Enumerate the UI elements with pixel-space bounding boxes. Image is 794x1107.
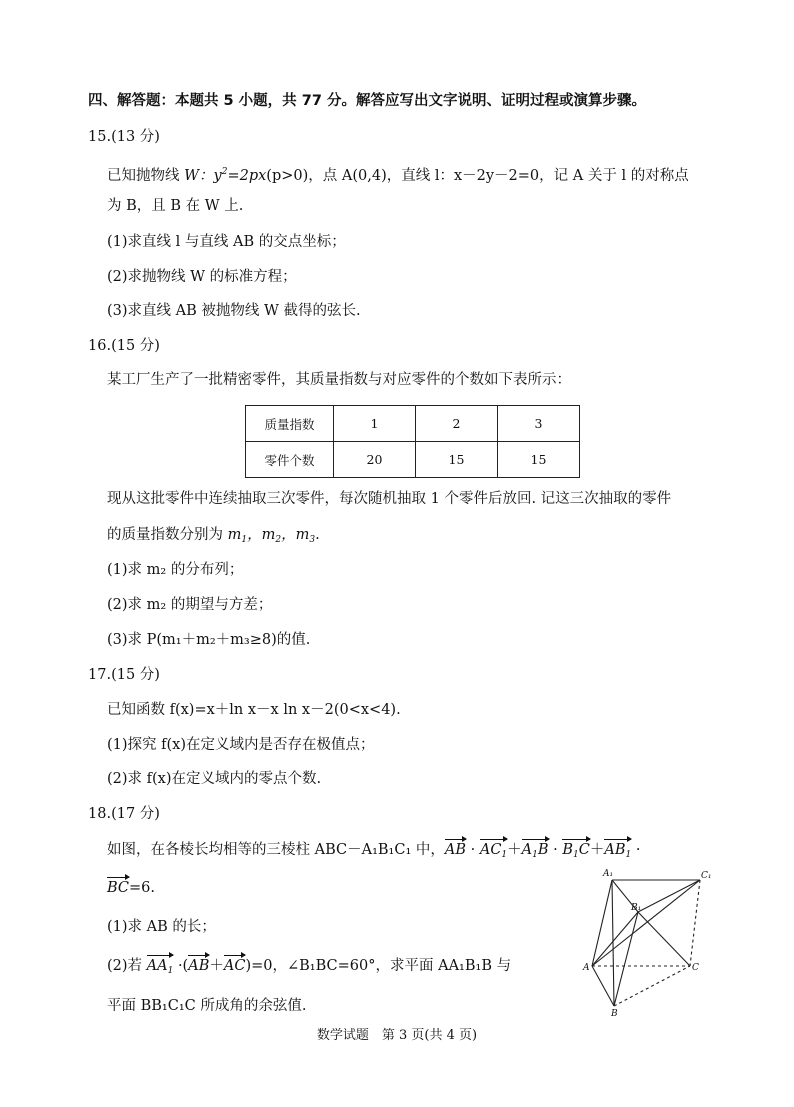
- q15-number: 15.: [88, 129, 112, 145]
- section-header: 四、解答题：本题共 5 小题，共 77 分。解答应写出文字说明、证明过程或演算步骤。: [88, 93, 646, 109]
- table-row: [246, 406, 580, 442]
- q16-stem-prefix: 的质量指数分别为: [107, 527, 228, 543]
- q18-part2-rest: =0，∠B₁BC=60°，求平面 AA₁B₁B 与: [251, 958, 512, 974]
- q15-stem-line2: 为 B，且 B 在 W 上.: [107, 198, 244, 214]
- q15-stem-prefix: 已知抛物线: [107, 168, 185, 184]
- edge-ab: [592, 966, 614, 1006]
- quality-table: [245, 405, 580, 478]
- q17-part1: (1)探究 f(x)在定义域内是否存在极值点；: [107, 737, 375, 753]
- q15-part3: (3)求直线 AB 被抛物线 W 截得的弦长.: [107, 303, 361, 319]
- diag-b1c: [638, 912, 690, 966]
- q18-stem-value: =6.: [129, 880, 156, 896]
- q18-part1: (1)求 AB 的长；: [107, 919, 216, 935]
- q16-part3: (3)求 P(m₁＋m₂＋m₃≥8)的值.: [107, 632, 311, 648]
- table-cell: 3: [498, 406, 580, 442]
- table-cell: 15: [416, 442, 498, 478]
- q16-intro: 某工厂生产了一批精密零件，其质量指数与对应零件的个数如下表所示：: [107, 372, 571, 388]
- q15-part2: (2)求抛物线 W 的标准方程；: [107, 269, 297, 285]
- q15-stem-rest: (p>0)，点 A(0,4)，直线 l：x－2y－2=0，记 A 关于 l 的对称点: [266, 168, 689, 184]
- table-cell: 15: [498, 442, 580, 478]
- q16-variables: $m_1$，$m_2$，$m_3$: [227, 527, 316, 545]
- q18-part2-line2: 平面 BB₁C₁C 所成角的余弦值.: [107, 998, 307, 1014]
- q15-score: (13 分): [111, 129, 160, 145]
- table-cell: 2: [416, 406, 498, 442]
- q18-stem-prefix: 如图，在各棱长均相等的三棱柱 ABC－A₁B₁C₁ 中，: [107, 842, 445, 858]
- q15-parabola-equation: W：$y^2=2px$: [184, 167, 267, 184]
- q17-heading: [88, 666, 160, 684]
- diag-ac1: [592, 880, 700, 966]
- edge-bc: [614, 966, 690, 1006]
- label-b1: B₁: [631, 903, 642, 913]
- label-c: C: [692, 963, 699, 973]
- q18-stem-line2: BC=6.: [107, 880, 156, 896]
- edge-c1c: [690, 880, 700, 966]
- q18-score: (17 分): [111, 806, 160, 822]
- label-a1: A₁: [603, 869, 614, 879]
- q16-heading: [88, 337, 160, 355]
- label-a: A: [583, 963, 590, 973]
- edge-b1c1: [638, 880, 700, 912]
- q16-number: 16.: [88, 338, 112, 354]
- q18-part2-line1: (2)若 $AA_1 \cdot(AB+AC)=0$，∠B₁BC=60°，求平面 AA₁B₁B 与: [107, 957, 511, 980]
- q18-stem-line1: 如图，在各棱长均相等的三棱柱 ABC－A₁B₁C₁ 中，AB · $AC_1+A_1B \cdot B_1C+AB_1$ ·: [107, 841, 640, 864]
- table-cell: 质量指数: [246, 406, 334, 442]
- q16-part2: (2)求 m₂ 的期望与方差；: [107, 597, 273, 613]
- table-cell: 1: [334, 406, 416, 442]
- q17-score: (15 分): [111, 667, 160, 683]
- table-cell: 零件个数: [246, 442, 334, 478]
- q16-stem-line2: 的质量指数分别为 $m_1$，$m_2$，$m_3$.: [107, 527, 320, 545]
- q17-part2: (2)求 f(x)在定义域内的零点个数.: [107, 771, 322, 787]
- table-cell: 20: [334, 442, 416, 478]
- q16-stem-line1: 现从这批零件中连续抽取三次零件，每次随机抽取 1 个零件后放回. 记这三次抽取的零件: [107, 491, 672, 507]
- q18-heading: [88, 805, 160, 823]
- table-row: [246, 442, 580, 478]
- label-b: B: [611, 1009, 618, 1019]
- q15-stem-line1: [107, 163, 689, 185]
- q15-heading: [88, 128, 160, 146]
- q15-part1: (1)求直线 l 与直线 AB 的交点坐标；: [107, 234, 346, 250]
- q16-part1: (1)求 m₂ 的分布列；: [107, 562, 244, 578]
- q17-number: 17.: [88, 667, 112, 683]
- q18-number: 18.: [88, 806, 112, 822]
- q18-part2-prefix: (2)若: [107, 958, 147, 974]
- q16-score: (15 分): [111, 338, 160, 354]
- prism-figure: [580, 860, 720, 1020]
- page-footer: 数学试题 第 3 页(共 4 页): [316, 1028, 478, 1043]
- label-c1: C₁: [701, 871, 712, 881]
- q17-stem: 已知函数 f(x)=x＋ln x－x ln x－2(0<x<4).: [107, 702, 401, 718]
